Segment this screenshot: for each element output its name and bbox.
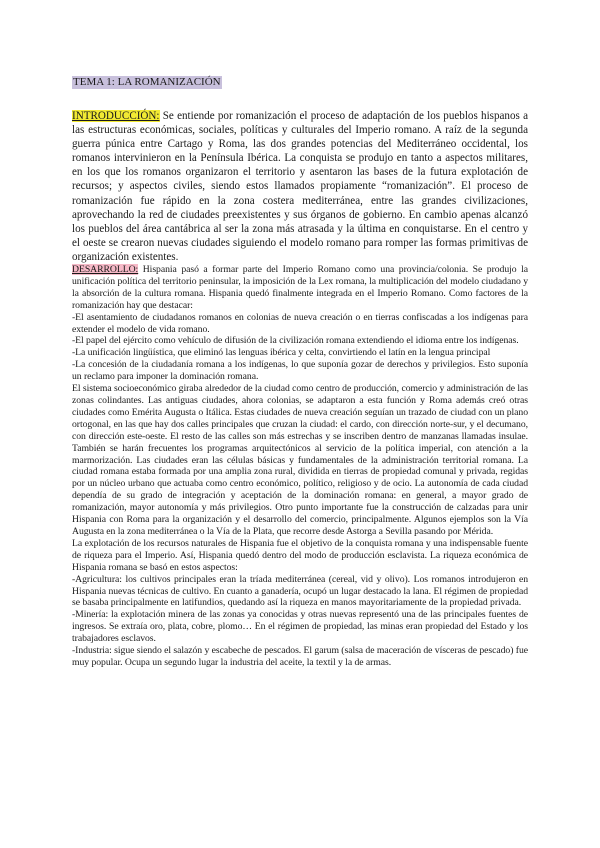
factor-language: -La unificación lingüística, que eliminó las lenguas ibérica y celta, convirtiendo el latín en la lengua principal xyxy=(72,347,491,359)
development-text: Hispania pasó a formar parte del Imperio Romano como una provincia/colonia. Se produjo la unificación política del territorio peninsular, la imposición de la Lex romana, la multiplicación del modelo ciudadano y la absorción de la cultura romana. Hispania quedó finalmente integrada en el Imperio Romano. Como factores de la romanización hay que destacar: xyxy=(72,264,528,311)
development-label: DESARROLLO: xyxy=(72,264,139,276)
factor-army: -El papel del ejército como vehículo de difusión de la civilización romana extendiendo el idioma entre los indígenas. xyxy=(72,335,519,347)
agriculture-paragraph: -Agricultura: los cultivos principales eran la tríada mediterránea (cereal, vid y olivo). Los romanos introdujeron en Hispania nuevas técnicas de cultivo. En cuanto a ganadería, ocupó un lugar destacado la lana. El régimen de propiedad se basaba principalmente en latifundios, quedando así la riqueza en manos mayoritariamente de la propiedad privada. xyxy=(72,573,528,609)
factor-settlement: -El asentamiento de ciudadanos romanos en colonias de nueva creación o en tierras confiscadas a los indígenas para extender el modelo de vida romano. xyxy=(72,311,528,335)
mining-paragraph: -Minería: la explotación minera de las zonas ya conocidas y otras nuevas representó una de las principales fuentes de ingresos. Se extraía oro, plata, cobre, plomo… En el régimen de propiedad, las minas eran propiedad del Estado y los trabajadores esclavos. xyxy=(72,609,528,645)
introduction-text: Se entiende por romanización el proceso de adaptación de los pueblos hispanos a las estructuras económicas, sociales, políticas y culturales del Imperio romano. A raíz de la segunda guerra púnica entre Cartago y Roma, las dos grandes potencias del Mediterráneo occidental, los romanos intervinieron en la Península Ibérica. La conquista se produjo en tanto a aspectos militares, en los que los romanos organizaron el territorio y asentaron las bases de la futura explotación de recursos; y aspectos civiles, siendo estos llamados propiamente “romanización”. El proceso de romanización fue rápido en la zona costera mediterránea, entre las grandes civilizaciones, aprovechando la red de ciudades preexistentes y sus órganos de gobierno. En cambio apenas alcanzó los pueblos del área cantábrica al ser la zona más atrasada y la última en conquistarse. En el centro y el oeste se crearon nuevas ciudades siguiendo el modelo romano para romper las formas primitivas de organización existentes. xyxy=(72,110,528,263)
factor-citizenship: -La concesión de la ciudadanía romana a los indígenas, lo que suponía gozar de derechos y privilegios. Esto suponía un reclamo para imponer la dominación romana. xyxy=(72,359,528,383)
resources-paragraph: La explotación de los recursos naturales de Hispania fue el objetivo de la conquista romana y una indispensable fuente de riqueza para el Imperio. Así, Hispania quedó dentro del modo de producción esclavista. La riqueza económica de Hispania romana se basó en estos aspectos: xyxy=(72,537,528,573)
development-section xyxy=(72,264,528,669)
introduction-paragraph xyxy=(72,109,528,264)
development-paragraph xyxy=(72,264,528,312)
industry-paragraph: -Industria: sigue siendo el salazón y escabeche de pescados. El garum (salsa de maceración de vísceras de pescado) fue muy popular. Ocupa un segundo lugar la industria del aceite, la textil y la de armas. xyxy=(72,645,528,668)
city-system-paragraph: El sistema socioeconómico giraba alrededor de la ciudad como centro de producción, comercio y administración de las zonas colindantes. Las antiguas ciudades, ahora colonias, se adaptaron a esta función y Roma además creó otras ciudades como Emérita Augusta o Itálica. Estas ciudades de nueva creación seguían un trazado de ciudad con un plano ortogonal, en las que hay dos calles principales que cruzan la ciudad: el cardo, con dirección norte-sur, y el decumano, con dirección este-oeste. El resto de las calles son más estrechas y se inscriben dentro de manzanas llamadas insulae. También se harán frecuentes los programas arquitectónicos al servicio de la política imperial, con atención a la marmorización. Las ciudades eran las células básicas y fundamentales de la administración territorial romana. La ciudad romana estaba formada por una amplia zona rural, dividida en tierras de propiedad comunal y privada, regidas por un núcleo urbano que actuaba como centro económico, político, religioso y de ocio. La autonomía de cada ciudad dependía de su grado de integración y aceptación de la dominación romana: en general, a mayor grado de romanización, mayor autonomía y más privilegios. Otro punto importante fue la construcción de calzadas para unir Hispania con Roma para la organización y el desarrollo del comercio, principalmente. Algunos ejemplos son la Vía Augusta en la zona mediterránea o la Vía de la Plata, que recorre desde Astorga a Sevilla pasando por Mérida. xyxy=(72,383,528,537)
document-page xyxy=(72,72,528,669)
page-title: TEMA 1: LA ROMANIZACIÓN xyxy=(73,76,221,88)
introduction-label: INTRODUCCIÓN: xyxy=(72,110,160,122)
